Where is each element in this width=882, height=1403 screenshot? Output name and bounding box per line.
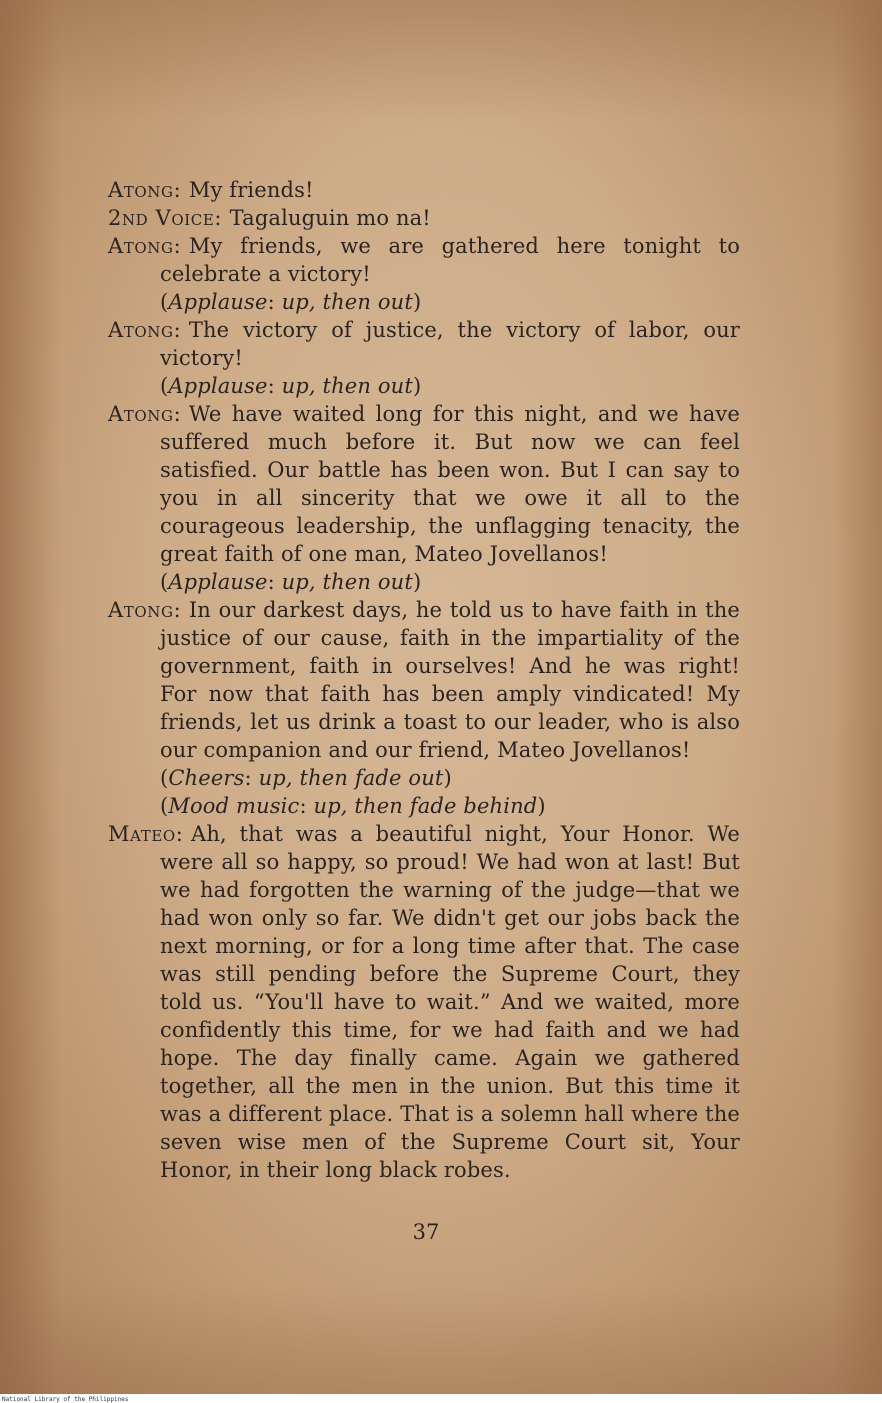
- speech-text: Tagaluguin mo na!: [229, 206, 431, 230]
- speaker-name: Atong: [108, 402, 174, 426]
- speech-line: [108, 400, 740, 568]
- scan-footer: [0, 1394, 882, 1403]
- speaker-name: Atong: [108, 178, 174, 202]
- direction-label: Applause: [168, 374, 268, 398]
- stage-direction: (Applause: up, then out): [160, 290, 422, 314]
- stage-direction: (Applause: up, then out): [160, 570, 422, 594]
- stage-direction: (Applause: up, then out): [160, 374, 422, 398]
- speaker-colon: :: [173, 402, 181, 426]
- direction-text: up, then out: [281, 570, 413, 594]
- speaker-colon: :: [173, 234, 181, 258]
- speaker-colon: :: [175, 822, 184, 846]
- page-number: 37: [412, 1220, 440, 1244]
- speaker-name: Mateo: [108, 822, 176, 846]
- script-text: [108, 176, 740, 1184]
- library-credit: National Library of the Philippines: [2, 1396, 129, 1403]
- speaker-colon: :: [173, 178, 181, 202]
- stage-direction: (Mood music: up, then fade behind): [160, 794, 546, 818]
- speech-line: [108, 204, 740, 232]
- speaker-name: Atong: [108, 598, 174, 622]
- speech-line: [108, 820, 740, 1184]
- page-shadow-right: [832, 0, 882, 1394]
- page-shadow-bottom: [0, 1284, 882, 1394]
- direction-text: up, then out: [281, 374, 413, 398]
- direction-label: Cheers: [168, 766, 245, 790]
- speech-text: My friends, we are gathered here tonight to celebrate a victory!: [160, 234, 740, 286]
- direction-label: Applause: [168, 570, 268, 594]
- speaker-name: 2nd Voice: [108, 206, 215, 230]
- page-shadow-top: [0, 0, 882, 120]
- speech-line: [108, 596, 740, 764]
- speech-text: We have waited long for this night, and we have suffered much before it. But now we can feel satisfied. Our battle has been won. But I can say to you in all sincerity that we owe it all to the courageous leadership, the unflagging tenacity, the great faith of one man, Mateo Jovellanos!: [160, 402, 740, 566]
- direction-text: up, then out: [281, 290, 413, 314]
- page-shadow-left: [0, 0, 60, 1394]
- speech-line: [108, 316, 740, 372]
- direction-text: up, then fade behind: [313, 794, 538, 818]
- direction-text: up, then fade out: [258, 766, 444, 790]
- speech-text: The victory of justice, the victory of labor, our victory!: [160, 318, 740, 370]
- speech-text: Ah, that was a beautiful night, Your Honor. We were all so happy, so proud! We had won at last! But we had forgotten the warning of the judge—that we had won only so far. We didn't get our jobs back the next morning, or for a long time after that. The case was still pending before the Supreme Court, they told us. “You'll have to wait.” And we waited, more confidently this time, for we had faith and we had hope. The day finally came. Again we gathered together, all the men in the union. But this time it was a different place. That is a solemn hall where the seven wise men of the Supreme Court sit, Your Honor, in their long black robes.: [160, 822, 740, 1182]
- speaker-colon: :: [214, 206, 222, 230]
- speech-text: In our darkest days, he told us to have faith in the justice of our cause, faith in the impartiality of the government, faith in ourselves! And he was right! For now that faith has been amply vindicated! My friends, let us drink a toast to our leader, who is also our companion and our friend, Mateo Jovellanos!: [160, 598, 740, 762]
- speech-line: [108, 232, 740, 288]
- speaker-colon: :: [173, 598, 181, 622]
- speech-line: [108, 176, 740, 204]
- speaker-name: Atong: [108, 234, 174, 258]
- speaker-colon: :: [173, 318, 181, 342]
- speech-text: My friends!: [188, 178, 314, 202]
- direction-label: Applause: [168, 290, 268, 314]
- direction-label: Mood music: [168, 794, 300, 818]
- stage-direction: (Cheers: up, then fade out): [160, 766, 452, 790]
- speaker-name: Atong: [108, 318, 174, 342]
